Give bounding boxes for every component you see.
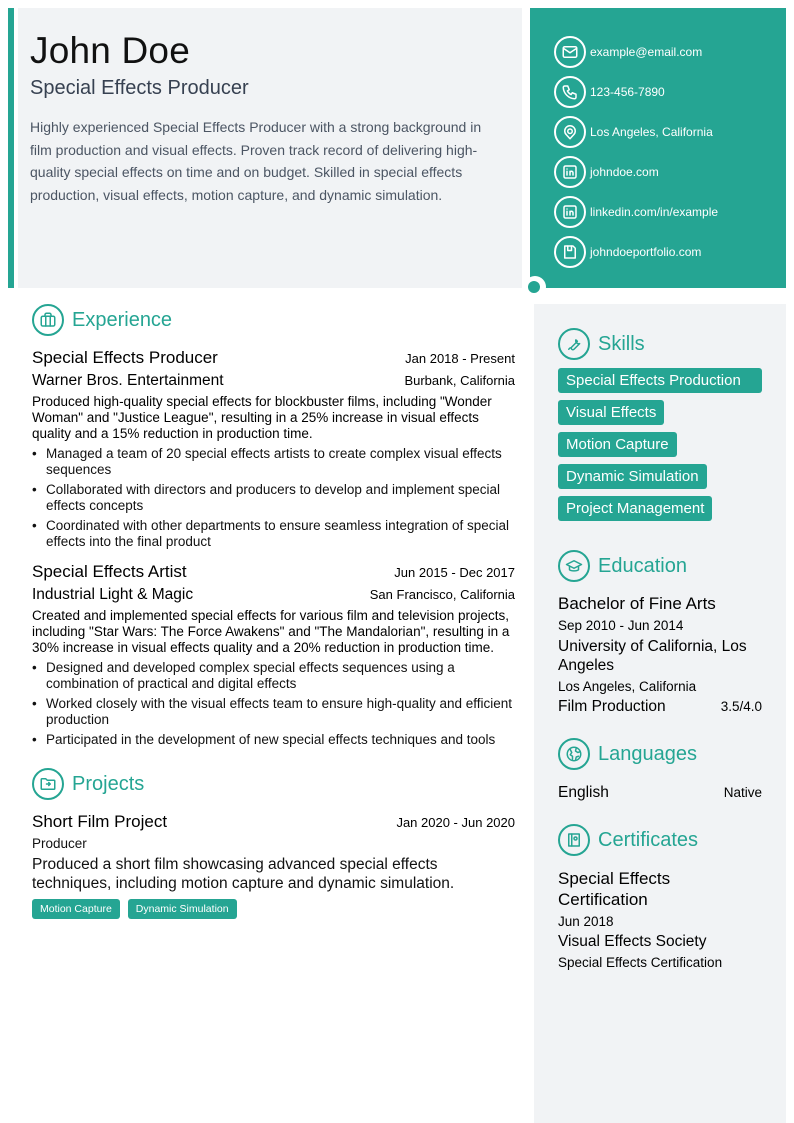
skill-tag: Special Effects Production	[558, 368, 762, 393]
education-heading	[558, 550, 762, 582]
project-date: Jan 2020 - Jun 2020	[396, 815, 515, 830]
portfolio-icon	[554, 236, 586, 268]
certificates-heading	[558, 824, 762, 856]
job-bullets	[32, 446, 515, 550]
project-entry	[32, 812, 515, 919]
skills-list	[558, 368, 762, 528]
phone-icon	[554, 76, 586, 108]
job-entry	[32, 562, 515, 748]
project-tag: Motion Capture	[32, 899, 120, 919]
certificate-entry	[558, 868, 762, 970]
projects-heading	[32, 768, 515, 800]
certificate-icon	[558, 824, 590, 856]
skills-title: Skills	[598, 332, 645, 355]
project-role: Producer	[32, 836, 87, 851]
wrench-icon	[558, 328, 590, 360]
timeline-dot	[528, 281, 540, 293]
education-title: Education	[598, 554, 687, 577]
briefcase-icon	[32, 304, 64, 336]
linkedin-icon	[554, 196, 586, 228]
project-tags	[32, 899, 515, 919]
job-title: Special Effects Producer	[32, 348, 218, 367]
job-description: Created and implemented special effects for various film and television projects, including "Star Wars: The Force Awakens" and "The Mandalorian", resulting in a 30% increase in visual effects quality and a 20% reduction in production time.	[32, 608, 510, 655]
candidate-name: John Doe	[30, 30, 190, 71]
project-title: Short Film Project	[32, 812, 168, 831]
location-icon	[554, 116, 586, 148]
contact-phone-text: 123-456-7890	[590, 85, 665, 99]
job-bullet: • Coordinated with other departments to ensure seamless integration of special effects into the final product	[32, 518, 515, 550]
contact-linkedin-text: linkedin.com/in/example	[590, 205, 719, 219]
main-column	[32, 304, 515, 919]
email-icon	[554, 36, 586, 68]
certificate-date: Jun 2018	[558, 914, 614, 929]
contact-website-text: johndoe.com	[590, 165, 659, 179]
contact-email-text: example@email.com	[590, 45, 703, 59]
linkedin-icon	[554, 156, 586, 188]
certificate-issuer: Visual Effects Society	[558, 933, 707, 950]
certificate-detail: Special Effects Certification	[558, 955, 723, 970]
header-accent-bar	[8, 8, 14, 288]
certificates-title: Certificates	[598, 828, 699, 851]
language-level: Native	[723, 785, 762, 800]
projects-title: Projects	[72, 772, 145, 795]
project-description: Produced a short film showcasing advanced special effects techniques, including motion capture and dynamic simulation.	[32, 856, 455, 892]
experience-title: Experience	[72, 308, 173, 331]
job-company: Warner Bros. Entertainment	[32, 372, 224, 389]
contact-location	[554, 112, 786, 152]
job-bullet: • Designed and developed complex special effects sequences using a combination of practical and digital effects	[32, 660, 515, 692]
contact-linkedin[interactable]	[554, 192, 786, 232]
job-bullet: • Worked closely with the visual effects team to ensure high-quality and efficient production	[32, 696, 515, 728]
sidebar	[534, 304, 786, 1123]
job-description: Produced high-quality special effects for blockbuster films, including "Wonder Woman" and "Justice League", resulting in a 25% increase in visual effects quality and a 15% reduction in production time.	[32, 394, 492, 441]
job-title: Special Effects Artist	[32, 562, 187, 581]
contact-website[interactable]	[554, 152, 786, 192]
skill-tag: Dynamic Simulation	[558, 464, 707, 489]
skills-heading	[558, 328, 762, 360]
education-entry	[558, 594, 762, 716]
language-entry	[558, 784, 762, 802]
education-field: Film Production	[558, 698, 666, 715]
contact-phone[interactable]	[554, 72, 786, 112]
job-bullets	[32, 660, 515, 748]
graduation-cap-icon	[558, 550, 590, 582]
job-date: Jan 2018 - Present	[405, 351, 515, 366]
globe-icon	[558, 738, 590, 770]
skill-tag: Visual Effects	[558, 400, 664, 425]
contact-email[interactable]	[554, 32, 786, 72]
job-bullet: • Managed a team of 20 special effects artists to create complex visual effects sequences	[32, 446, 515, 478]
languages-heading	[558, 738, 762, 770]
education-dates: Sep 2010 - Jun 2014	[558, 618, 684, 633]
contact-location-text: Los Angeles, California	[590, 125, 713, 139]
job-bullet: • Participated in the development of new special effects techniques and tools	[32, 732, 515, 748]
summary-text: Highly experienced Special Effects Producer with a strong background in film production and visual effects. Proven track record of delivering high-quality special effects on time and on budget. Skilled in special effects production, visual effects, motion capture, and dynamic simulation.	[30, 119, 482, 203]
education-school: University of California, Los Angeles	[558, 638, 747, 674]
skill-tag: Motion Capture	[558, 432, 677, 457]
job-date: Jun 2015 - Dec 2017	[394, 565, 515, 580]
candidate-role: Special Effects Producer	[30, 77, 249, 99]
job-location: Burbank, California	[404, 373, 515, 388]
header-panel	[18, 8, 522, 288]
job-location: San Francisco, California	[369, 587, 515, 602]
education-degree: Bachelor of Fine Arts	[558, 594, 716, 613]
skill-tag: Project Management	[558, 496, 712, 521]
project-tag: Dynamic Simulation	[128, 899, 237, 919]
languages-title: Languages	[598, 742, 697, 765]
contact-panel	[530, 8, 786, 288]
education-location: Los Angeles, California	[558, 679, 697, 694]
language-name: English	[558, 784, 609, 801]
education-gpa: 3.5/4.0	[720, 699, 762, 714]
contact-portfolio-text: johndoeportfolio.com	[590, 245, 702, 259]
contact-portfolio[interactable]	[554, 232, 786, 272]
experience-heading	[32, 304, 515, 336]
job-bullet: • Collaborated with directors and producers to develop and implement special effects concepts	[32, 482, 515, 514]
certificate-name: Special Effects Certification	[558, 869, 671, 909]
job-entry	[32, 348, 515, 550]
folder-icon	[32, 768, 64, 800]
job-company: Industrial Light & Magic	[32, 586, 194, 603]
